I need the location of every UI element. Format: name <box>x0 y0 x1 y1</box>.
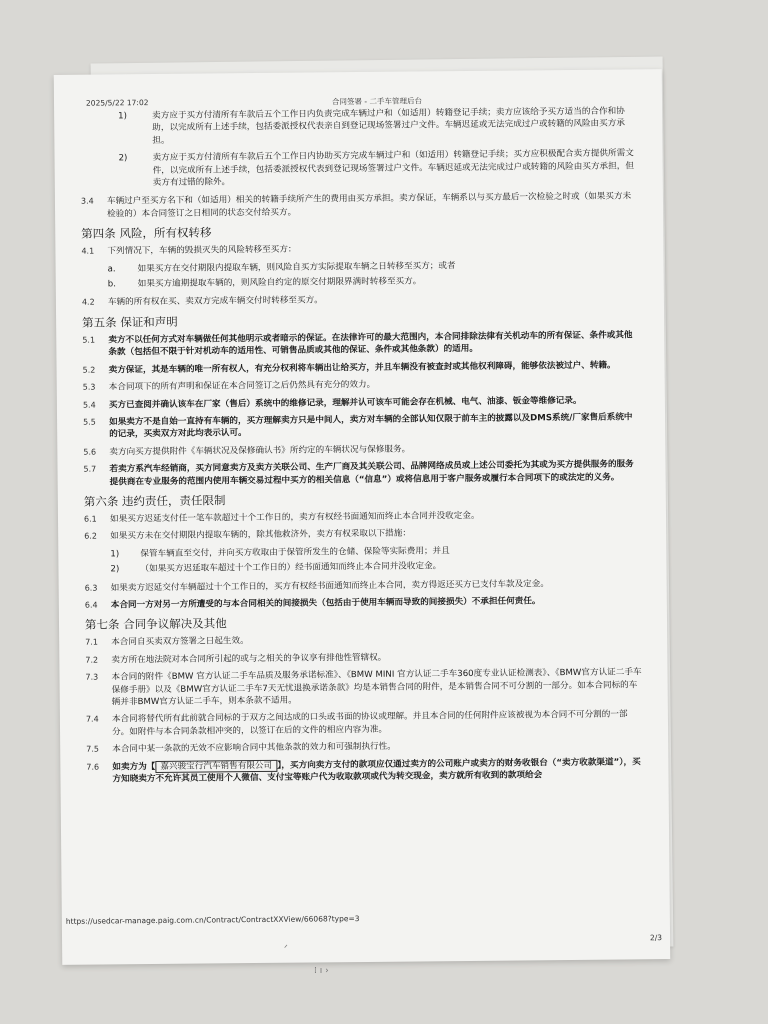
clause-3-3-1: 1) 卖方应于买方付清所有车款后五个工作日内负责完成车辆过户和（如适用）转籍登记手续；卖方应该给予买方适当的合作和协助，以完成所有上述手续，包括委派授权代表亲自到登记现场签署过户文件。车辆迟延或无法完成过户或转籍的风险由买方承担。 <box>118 106 625 146</box>
clause-5-3: 5.3 本合同项下的所有声明和保证在本合同签订之后仍然具有充分的效力。 <box>82 379 376 393</box>
clause-4-1-b: b. 如果买方逾期提取车辆的，则风险自约定的原交付期限界满时转移至买方。 <box>107 276 422 290</box>
clause-6-2: 6.2 如果买方未在交付期限内提取车辆的，除其他救济外，卖方有权采取以下措施： <box>84 528 412 542</box>
article-4-heading: 第四条 风险，所有权转移 <box>81 225 212 241</box>
clause-5-7: 5.7 若卖方系汽车经销商，买方同意卖方及卖方关联公司、生产厂商及其关联公司、品牌网络成员或上述公司委托为其或为买方提供服务的服务提供商在专业服务的范围内使用车辆交易过程中买方的相关信息（“信息”）或将信息用于客户服务或履行本合同项下的或法定的义务。 <box>83 459 634 487</box>
print-datetime: 2025/5/22 17:02 <box>85 98 149 108</box>
clause-6-1: 6.1 如果买方迟延支付任一笔车款超过十个工作日的，卖方有权经书面通知而终止本合同并没收定金。 <box>83 510 480 525</box>
clause-4-2: 4.2 车辆的所有权在买、卖双方完成车辆交付时转移至买方。 <box>81 295 323 308</box>
clause-6-4: 6.4 本合同一方对另一方所遭受的与本合同相关的间接损失（包括由于使用车辆而导致的间接损失）不承担任何责任。 <box>84 596 541 611</box>
clause-7-2: 7.2 卖方所在地法院对本合同所引起的或与之相关的争议享有排他性管辖权。 <box>85 652 387 666</box>
page-number: 2/3 <box>649 933 663 943</box>
clause-4-1-a: a. 如果买方在交付期限内提取车辆，则风险自买方实际提取车辆之日转移至买方；或者 <box>107 260 456 275</box>
article-5-heading: 第五条 保证和声明 <box>82 314 178 330</box>
clause-7-6-lead: 如卖方为【 <box>112 761 156 773</box>
article-6-heading: 第六条 违约责任，责任限制 <box>83 493 226 509</box>
clause-5-4: 5.4 买方已查阅并确认该车在厂家（售后）系统中的维修记录，理解并认可该车可能会存在机械、电气、油漆、钣金等维修记录。 <box>82 395 582 410</box>
clause-5-6: 5.6 卖方向买方提供附件《车辆状况及保修确认书》所约定的车辆状况与保修服务。 <box>83 444 411 458</box>
clause-3-4: 3.4 车辆过户至买方名下和（如适用）相关的转籍手续所产生的费用由买方承担。卖方保证，车辆系以与买方最后一次检验之时或（如果买方未检验的）本合同签订之日相同的状态交付给买方。 <box>80 191 632 220</box>
clause-7-4: 7.4 本合同将替代所有此前就合同标的于双方之间达成的口头或书面的协议或理解。并且本合同的任何附件应该被视为本合同不可分割的一部分。如附件与本合同条款相冲突的，以签订在后的文件的相应内容为准。 <box>85 709 628 738</box>
clause-7-3: 7.3 本合同的附件《BMW 官方认证二手车品质及服务承诺标准》、《BMW MINI 官方认证二手车360度专业认证检测表》、《BMW官方认证二手车保修手册》以及《BMW官方认证二手车7天无忧退换承诺条款》均是本销售合同的附件，是本销售合同不可分割的一部分。如本合同标的车辆并非BMW官方认证二手车，则本条款不适用。 <box>85 667 642 708</box>
page-url: https://usedcar-manage.paig.com.cn/Contract/ContractXXView/66068?type=3 <box>65 914 360 926</box>
article-7-heading: 第七条 合同争议解决及其他 <box>84 616 227 633</box>
seller-company-name: 嘉兴骏宝行汽车销售有限公司 <box>155 759 277 772</box>
clause-7-5: 7.5 本合同中某一条款的无效不应影响合同中其他条款的效力和可强制执行性。 <box>86 741 396 755</box>
clause-4-1: 4.1 下列情况下，车辆的毁损灭失的风险转移至买方： <box>81 244 297 257</box>
pen-mark-2: ⁞ ı › <box>314 966 329 976</box>
clause-5-5: 5.5 如果卖方不是自始一直持有车辆的，买方理解卖方只是中间人，卖方对车辆的全部认知仅限于前车主的披露以及DMS系统/厂家售后系统中的记录，买卖双方对此均表示认可。 <box>83 412 633 440</box>
clause-6-2-1: 1) 保管车辆直至交付，并向买方收取由于保管所发生的仓储、保险等实际费用；并且 <box>110 545 450 560</box>
contract-page <box>54 69 671 965</box>
clause-5-1: 5.1 卖方不以任何方式对车辆做任何其他明示或者暗示的保证。在法律许可的最大范围内，本合同排除法律有关机动车的所有保证、条件或其他条款（包括但不限于针对机动车的适用性、可销售品质或其他的保证、条件或其他条款）的适用。 <box>82 330 633 358</box>
page-header-title: 合同签署 - 二手车管理后台 <box>331 96 423 107</box>
pen-mark: ᐟ <box>284 944 288 954</box>
contract-body <box>80 105 645 791</box>
clause-6-2-2: 2) （如果买方迟延取车超过十个工作日的）经书面通知而终止本合同并没收定金。 <box>110 561 442 575</box>
clause-7-6: 7.6 如卖方为【 嘉兴骏宝行汽车销售有限公司 】，买方向卖方支付的款项应仅通过卖方的公司账户或卖方的财务收银台（“卖方收款渠道”），买方知晓卖方不允许其员工使用个人微信、支付宝等账户代为收取款项或代为转交现金，卖方就所有收到的款项给会 <box>86 756 641 785</box>
clause-7-6-text: 】，买方向卖方支付的款项应仅通过卖方的公司账户或卖方的财务收银台（“卖方收款渠道”），买方知晓卖方不允许其员工使用个人微信、支付宝等账户代为收取款项或代为转交现金，卖方就所有收到的款项给会 <box>112 756 641 785</box>
clause-6-3: 6.3 如果卖方迟延交付车辆超过十个工作日的，买方有权经书面通知而终止本合同，卖方得返还买方已支付车款及定金。 <box>84 578 549 593</box>
clause-3-3-2: 2) 卖方应于买方付清所有车款后五个工作日内协助买方完成车辆过户和（如适用）转籍登记手续；买方应积极配合卖方提供所需文件，以完成所有上述手续，包括委派授权代表到登记现场签署过户文件。车辆迟延或无法完成过户或转籍的风险由买方承担，但卖方有过错的除外。 <box>118 148 634 189</box>
clause-7-1: 7.1 本合同自买卖双方签署之日起生效。 <box>85 636 249 648</box>
clause-5-2: 5.2 卖方保证，其是车辆的唯一所有权人，有充分权利将车辆出让给买方，并且车辆没有被查封或其他权利障碍，能够依法被过户、转籍。 <box>82 360 616 376</box>
